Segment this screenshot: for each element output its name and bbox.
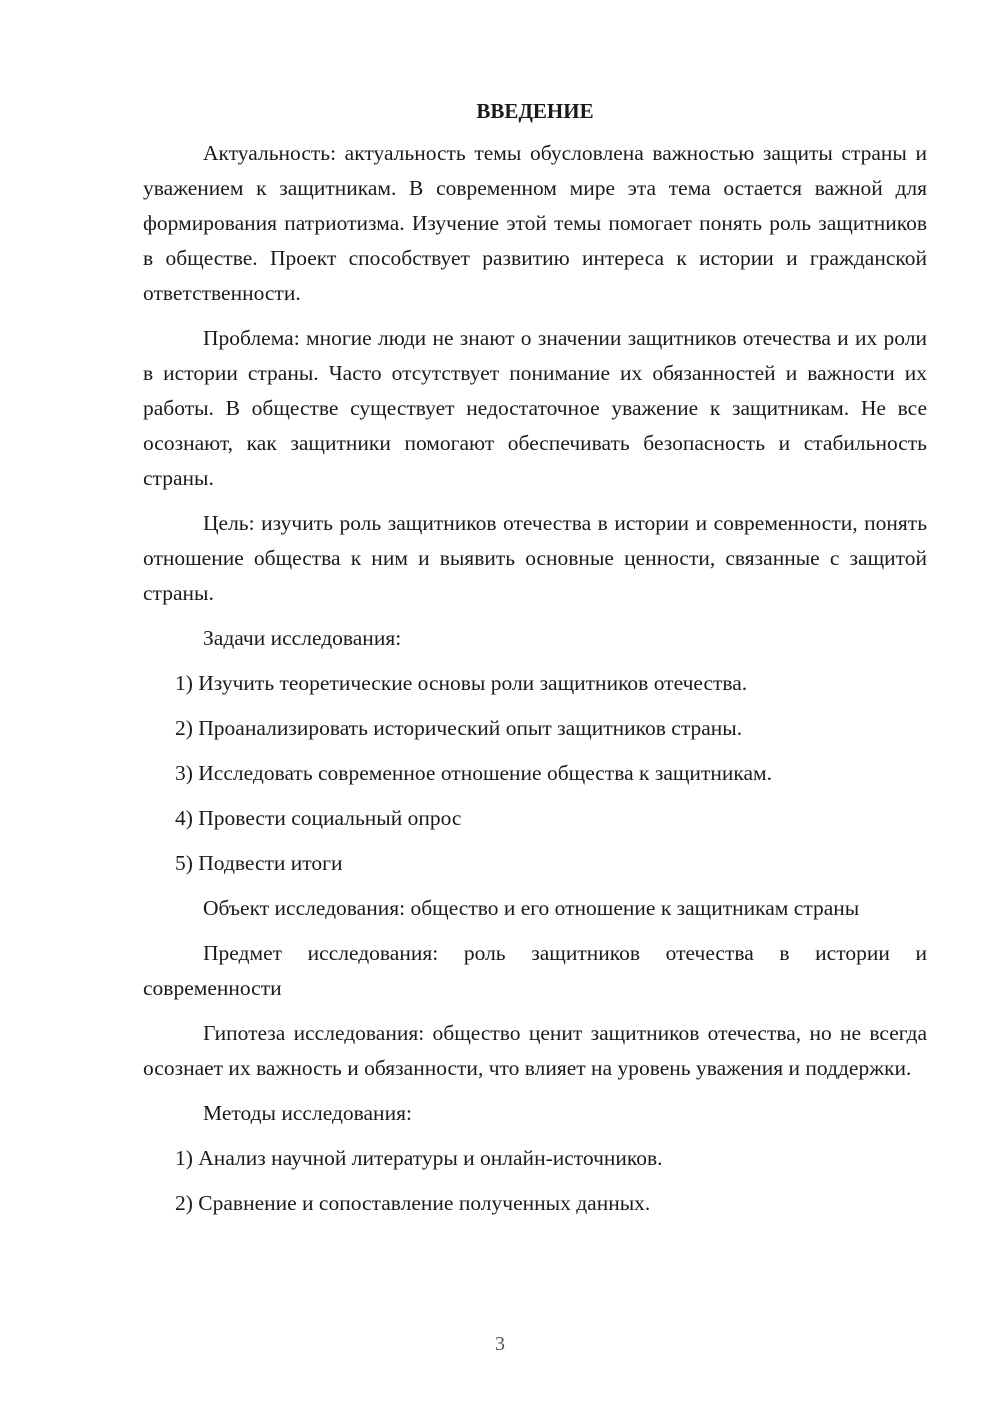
- goal-paragraph: Цель: изучить роль защитников отечества в истории и современности, понять отношение общества к ним и выявить основные ценности, связанные с защитой страны.: [143, 511, 927, 605]
- list-item: 4) Провести социальный опрос: [175, 806, 462, 830]
- list-item: 1) Изучить теоретические основы роли защитников отечества.: [175, 671, 748, 695]
- object-paragraph: Объект исследования: общество и его отношение к защитникам страны: [203, 896, 860, 920]
- relevance-paragraph: Актуальность: актуальность темы обусловлена важностью защиты страны и уважением к защитникам. В современном мире эта тема остается важной для формирования патриотизма. Изучение этой темы помогает понять роль защитников в обществе. Проект способствует развитию интереса к истории и гражданской ответственности.: [143, 141, 927, 305]
- document-body: [143, 96, 927, 1231]
- list-item: 5) Подвести итоги: [175, 851, 343, 875]
- tasks-heading: Задачи исследования:: [203, 626, 402, 650]
- hypothesis-paragraph: Гипотеза исследования: общество ценит защитников отечества, но не всегда осознает их важность и обязанности, что влияет на уровень уважения и поддержки.: [143, 1021, 927, 1080]
- subject-paragraph: Предмет исследования: роль защитников отечества в истории и современности: [143, 941, 927, 1000]
- page-title: ВВЕДЕНИЕ: [476, 99, 594, 123]
- list-item: 3) Исследовать современное отношение общества к защитникам.: [175, 761, 772, 785]
- page-number: 3: [495, 1333, 505, 1355]
- list-item: 2) Проанализировать исторический опыт защитников страны.: [175, 716, 743, 740]
- problem-paragraph: Проблема: многие люди не знают о значении защитников отечества и их роли в истории страны. Часто отсутствует понимание их обязанностей и важности их работы. В обществе существует недостаточное уважение к защитникам. Не все осознают, как защитники помогают обеспечивать безопасность и стабильность страны.: [143, 326, 927, 490]
- list-item: 1) Анализ научной литературы и онлайн-источников.: [175, 1146, 663, 1170]
- methods-heading: Методы исследования:: [203, 1101, 412, 1125]
- list-item: 2) Сравнение и сопоставление полученных данных.: [175, 1191, 651, 1215]
